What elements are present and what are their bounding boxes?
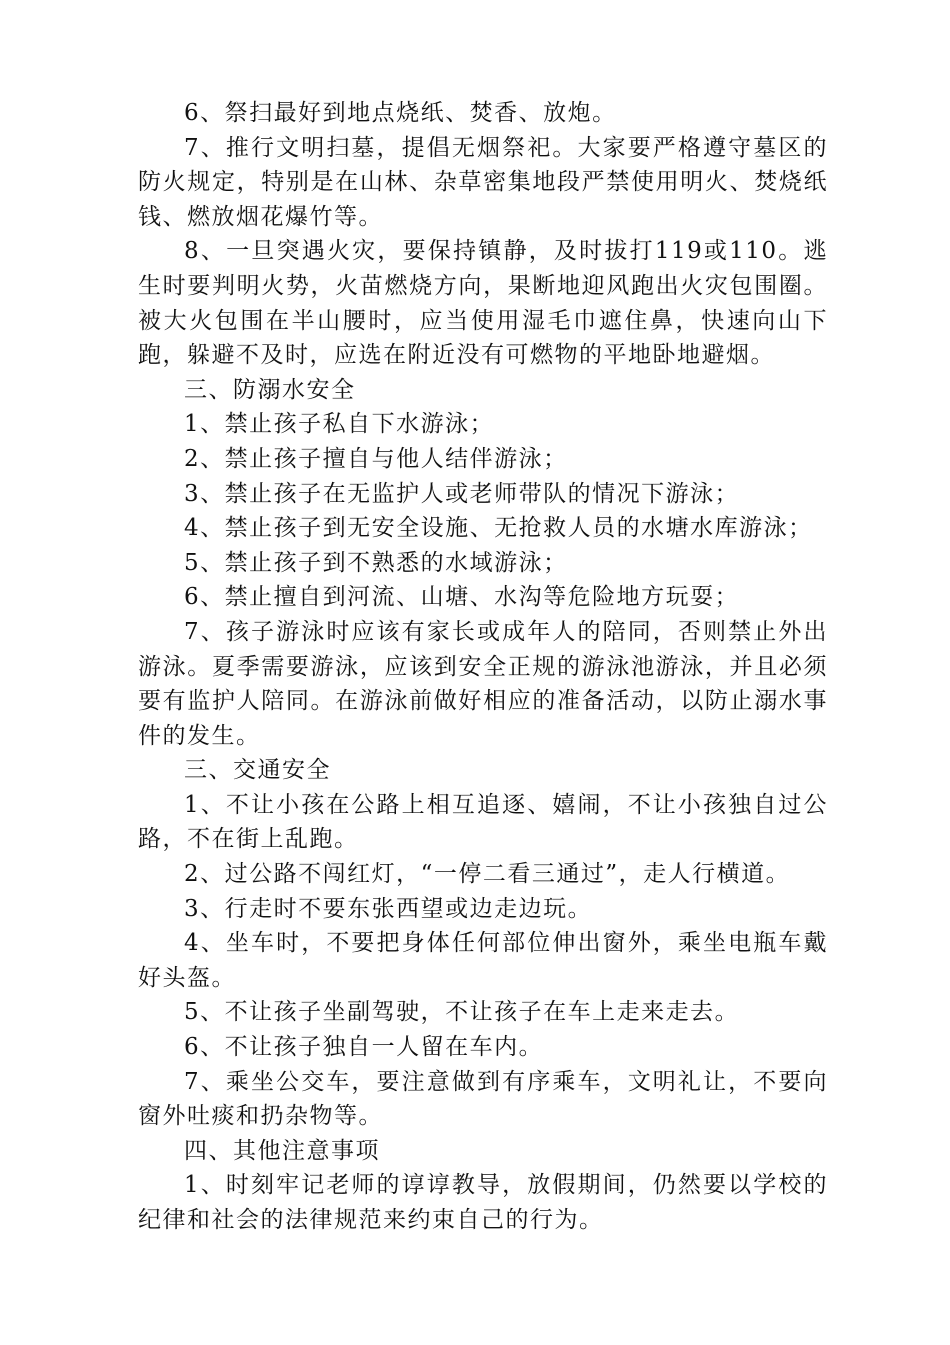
paragraph-drowning-1: 1、禁止孩子私自下水游泳； [184,411,495,438]
section-heading-drowning: 三、防溺水安全 [184,376,356,403]
paragraph-traffic-2: 2、过公路不闯红灯，“一停二看三通过”，走人行横道。 [184,861,791,888]
paragraph-drowning-5: 5、禁止孩子到不熟悉的水域游泳； [184,549,568,576]
paragraph-traffic-5: 5、不让孩子坐副驾驶，不让孩子在车上走来走去。 [184,999,740,1026]
paragraph-traffic-7: 7、乘坐公交车，要注意做到有序乘车，文明礼让，不要向窗外吐痰和扔杂物等。 [138,1068,828,1130]
paragraph-traffic-6: 6、不让孩子独自一人留在车内。 [184,1034,544,1061]
paragraph-mourning-7: 7、推行文明扫墓，提倡无烟祭祀。大家要严格遵守墓区的防火规定，特别是在山林、杂草密集地段严禁使用明火、焚烧纸钱、燃放烟花爆竹等。 [138,134,828,230]
paragraph-drowning-7: 7、孩子游泳时应该有家长或成年人的陪同，否则禁止外出游泳。夏季需要游泳，应该到安全正规的游泳池游泳，并且必须要有监护人陪同。在游泳前做好相应的准备活动，以防止溺水事件的发生。 [138,618,828,749]
paragraph-traffic-4: 4、坐车时，不要把身体任何部位伸出窗外，乘坐电瓶车戴好头盔。 [138,930,828,991]
paragraph-drowning-2: 2、禁止孩子擅自与他人结伴游泳； [184,445,568,472]
paragraph-mourning-8: 8、一旦突遇火灾，要保持镇静，及时拔打119或110。逃生时要判明火势，火苗燃烧方向，果断地迎风跑出火灾包围圈。被大火包围在半山腰时，应当使用湿毛巾遮住鼻，快速向山下跑，躲避不及时，应选在附近没有可燃物的平地卧地避烟。 [138,238,828,369]
section-heading-traffic: 三、交通安全 [184,757,331,784]
section-heading-other: 四、其他注意事项 [184,1137,380,1164]
paragraph-drowning-6: 6、禁止擅自到河流、山塘、水沟等危险地方玩耍； [184,584,740,611]
document-body [138,96,828,1238]
paragraph-mourning-6: 6、祭扫最好到地点烧纸、焚香、放炮。 [184,100,617,126]
paragraph-traffic-1: 1、不让小孩在公路上相互追逐、嬉闹，不让小孩独自过公路，不在街上乱跑。 [138,791,828,853]
paragraph-drowning-3: 3、禁止孩子在无监护人或老师带队的情况下游泳； [184,480,740,507]
paragraph-other-1: 1、时刻牢记老师的谆谆教导，放假期间，仍然要以学校的纪律和社会的法律规范来约束自己的行为。 [138,1172,828,1233]
paragraph-traffic-3: 3、行走时不要东张西望或边走边玩。 [184,895,593,922]
paragraph-drowning-4: 4、禁止孩子到无安全设施、无抢救人员的水塘水库游泳； [184,515,813,542]
